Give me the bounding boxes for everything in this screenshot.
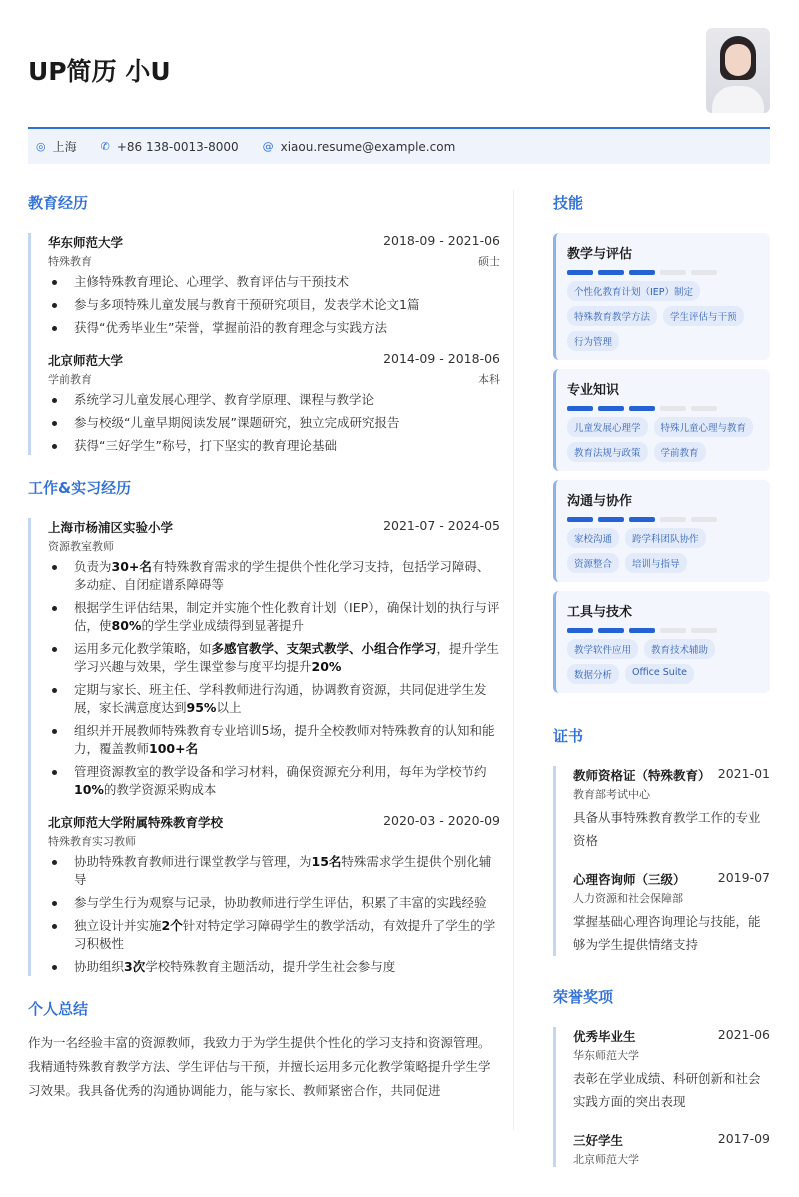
skill-level-bar bbox=[567, 628, 758, 633]
certificate-description: 具备从事特殊教育教学工作的专业资格 bbox=[573, 810, 761, 848]
job-role: 特殊教育实习教师 bbox=[48, 835, 136, 848]
skill-tags bbox=[567, 281, 758, 351]
entry-subheader bbox=[48, 253, 500, 269]
skill-level-segment bbox=[691, 628, 717, 633]
skill-tag: 教育技术辅助 bbox=[644, 639, 715, 659]
entry-subheader bbox=[48, 371, 500, 387]
award-issuer: 华东师范大学 bbox=[573, 1049, 639, 1062]
award bbox=[573, 1131, 770, 1167]
email-at-icon: @ bbox=[262, 140, 274, 153]
skill-card bbox=[553, 233, 770, 360]
bullet-text: 针对特定学习障碍学生的教学活动，有效提升了学生的学习积极性 bbox=[74, 918, 496, 951]
bullet-text: 的教学资源采购成本 bbox=[103, 782, 217, 797]
bullet-text: 定期与家长、班主任、学科教师进行沟通，协调教育资源，共同促进学生发展，家长满意度达到 bbox=[74, 682, 487, 715]
skill-tag: 培训与指导 bbox=[625, 553, 687, 573]
left-column bbox=[28, 192, 500, 1103]
bullet-item bbox=[48, 391, 500, 409]
skill-level-bar bbox=[567, 406, 758, 411]
skill-tags bbox=[567, 417, 758, 462]
skill-level-segment bbox=[598, 628, 624, 633]
bullet-item bbox=[48, 414, 500, 432]
skill-level-segment bbox=[660, 406, 686, 411]
degree: 硕士 bbox=[478, 255, 500, 268]
skill-level-bar bbox=[567, 517, 758, 522]
skill-tag: 数据分析 bbox=[567, 664, 619, 684]
certificate-date: 2021-01 bbox=[717, 766, 770, 781]
bullet-item bbox=[48, 894, 500, 912]
bullet-list bbox=[48, 853, 500, 976]
skill-level-segment bbox=[598, 517, 624, 522]
skill-card bbox=[553, 591, 770, 693]
skill-tag: Office Suite bbox=[625, 664, 694, 684]
awards-list bbox=[553, 1027, 770, 1167]
work-entry bbox=[48, 813, 500, 976]
resume-title: UP简历 小U bbox=[28, 57, 171, 86]
bullet-item bbox=[48, 853, 500, 889]
education-list bbox=[28, 233, 500, 455]
skill-tags bbox=[567, 528, 758, 573]
bullet-item bbox=[48, 640, 500, 676]
bullet-text: 参与学生行为观察与记录，协助教师进行学生评估，积累了丰富的实践经验 bbox=[74, 895, 487, 910]
certificate-issuer: 教育部考试中心 bbox=[573, 788, 650, 801]
certificate-name: 教师资格证（特殊教育） bbox=[573, 768, 711, 783]
skill-name: 沟通与协作 bbox=[567, 494, 633, 509]
date-range: 2020-03 - 2020-09 bbox=[383, 813, 500, 828]
award-date: 2017-09 bbox=[717, 1131, 770, 1146]
contact-phone: +86 138-0013-8000 bbox=[116, 139, 239, 154]
highlight-text: 95% bbox=[186, 700, 217, 715]
certificates-heading: 证书 bbox=[553, 727, 584, 745]
bullet-text: 组织并开展教师特殊教育专业培训5场，提升全校教师对特殊教育的认知和能力，覆盖教师 bbox=[74, 723, 495, 756]
skill-tag: 家校沟通 bbox=[567, 528, 619, 548]
skill-level-segment bbox=[629, 406, 655, 411]
bullet-list bbox=[48, 273, 500, 337]
highlight-text: 100+名 bbox=[149, 741, 199, 756]
highlight-text: 15名 bbox=[311, 854, 342, 869]
skill-level-segment bbox=[660, 270, 686, 275]
bullet-item bbox=[48, 296, 500, 314]
skill-level-segment bbox=[567, 270, 593, 275]
skill-level-segment bbox=[598, 406, 624, 411]
bullet-text: 负责为 bbox=[74, 559, 112, 574]
major: 特殊教育 bbox=[48, 255, 92, 268]
education-entry bbox=[48, 351, 500, 455]
award-issuer: 北京师范大学 bbox=[573, 1153, 639, 1166]
highlight-text: 2个 bbox=[161, 918, 183, 933]
skill-level-segment bbox=[660, 628, 686, 633]
highlight-text: 80% bbox=[111, 618, 142, 633]
date-range: 2021-07 - 2024-05 bbox=[383, 518, 500, 533]
awards-heading: 荣誉奖项 bbox=[553, 988, 614, 1006]
work-entry bbox=[48, 518, 500, 799]
bullet-item bbox=[48, 917, 500, 953]
summary-heading: 个人总结 bbox=[28, 1000, 89, 1018]
item-header bbox=[573, 870, 770, 888]
summary-text: 作为一名经验丰富的资源教师，我致力于为学生提供个性化的学习支持和资源管理。我精通特殊教育教学方法、学生评估与干预，并擅长运用多元化教学策略提升学生学习效果。我具备优秀的沟通协调能力，能与家长、教师紧密合作，共同促进 bbox=[28, 1035, 491, 1098]
award-name: 三好学生 bbox=[573, 1133, 624, 1148]
bullet-item bbox=[48, 958, 500, 976]
skill-tag: 行为管理 bbox=[567, 331, 619, 351]
skill-tag: 教学软件应用 bbox=[567, 639, 638, 659]
education-heading: 教育经历 bbox=[28, 194, 89, 212]
skill-level-segment bbox=[660, 517, 686, 522]
contact-bar bbox=[28, 127, 770, 164]
entry-header bbox=[48, 813, 500, 831]
skill-level-segment bbox=[691, 406, 717, 411]
date-range: 2014-09 - 2018-06 bbox=[383, 351, 500, 366]
bullet-text: 有特殊教育需求的学生提供个性化学习支持，包括学习障碍、多动症、自闭症谱系障碍等 bbox=[74, 559, 490, 592]
bullet-item bbox=[48, 599, 500, 635]
skill-level-segment bbox=[567, 406, 593, 411]
skill-tags bbox=[567, 639, 758, 684]
certificate-date: 2019-07 bbox=[717, 870, 770, 885]
skill-tag: 跨学科团队协作 bbox=[625, 528, 706, 548]
bullet-text: 的学生学业成绩得到显著提升 bbox=[141, 618, 304, 633]
certificate bbox=[573, 870, 770, 956]
entry-header bbox=[48, 518, 500, 536]
bullet-text: 以上 bbox=[216, 700, 242, 715]
bullet-item bbox=[48, 558, 500, 594]
bullet-item bbox=[48, 273, 500, 291]
skill-level-bar bbox=[567, 270, 758, 275]
bullet-text: 协助特殊教育教师进行课堂教学与管理，为 bbox=[74, 854, 312, 869]
skill-tag: 学生评估与干预 bbox=[663, 306, 744, 326]
skill-card bbox=[553, 480, 770, 582]
education-entry bbox=[48, 233, 500, 337]
skill-name: 教学与评估 bbox=[567, 247, 633, 262]
skill-name: 工具与技术 bbox=[567, 605, 633, 620]
school-name: 华东师范大学 bbox=[48, 235, 124, 250]
skill-tag: 儿童发展心理学 bbox=[567, 417, 648, 437]
skill-tag: 特殊教育教学方法 bbox=[567, 306, 657, 326]
highlight-text: 10% bbox=[74, 782, 104, 797]
skill-level-segment bbox=[598, 270, 624, 275]
contact-email[interactable]: xiaou.resume@example.com bbox=[280, 139, 456, 154]
certificates-list bbox=[553, 766, 770, 956]
bullet-text: 特殊需求学生提供个别化辅导 bbox=[74, 854, 492, 887]
bullet-item bbox=[48, 722, 500, 758]
skill-tag: 特殊儿童心理与教育 bbox=[654, 417, 754, 437]
entry-header bbox=[48, 351, 500, 369]
bullet-text: ，提升学生学习兴趣与效果，学生课堂参与度平均提升 bbox=[74, 641, 500, 674]
skill-level-segment bbox=[567, 628, 593, 633]
award-date: 2021-06 bbox=[717, 1027, 770, 1042]
skill-level-segment bbox=[691, 270, 717, 275]
skill-tag: 学前教育 bbox=[654, 442, 706, 462]
bullet-text: 根据学生评估结果，制定并实施个性化教育计划（IEP），确保计划的执行与评估，使 bbox=[74, 600, 500, 633]
date-range: 2018-09 - 2021-06 bbox=[383, 233, 500, 248]
certificate-name: 心理咨询师（三级） bbox=[573, 872, 686, 887]
profile-photo bbox=[706, 28, 770, 113]
certificate bbox=[573, 766, 770, 852]
bullet-text: 参与校级“儿童早期阅读发展”课题研究，独立完成研究报告 bbox=[74, 415, 400, 430]
bullet-item bbox=[48, 437, 500, 455]
organization-name: 上海市杨浦区实验小学 bbox=[48, 520, 174, 535]
bullet-text: 获得“优秀毕业生”荣誉，掌握前沿的教育理念与实践方法 bbox=[74, 320, 387, 335]
entry-subheader bbox=[48, 833, 500, 849]
organization-name: 北京师范大学附属特殊教育学校 bbox=[48, 815, 224, 830]
skill-level-segment bbox=[629, 628, 655, 633]
bullet-text: 管理资源教室的教学设备和学习材料，确保资源充分利用，每年为学校节约 bbox=[74, 764, 487, 779]
highlight-text: 3次 bbox=[124, 959, 146, 974]
highlight-text: 20% bbox=[311, 659, 342, 674]
skill-level-segment bbox=[629, 517, 655, 522]
major: 学前教育 bbox=[48, 373, 92, 386]
bullet-list bbox=[48, 391, 500, 455]
work-heading: 工作&实习经历 bbox=[28, 479, 132, 497]
bullet-list bbox=[48, 558, 500, 799]
highlight-text: 多感官教学、支架式教学、小组合作学习 bbox=[211, 641, 437, 656]
school-name: 北京师范大学 bbox=[48, 353, 124, 368]
skills-list bbox=[553, 233, 770, 693]
bullet-item bbox=[48, 681, 500, 717]
bullet-item bbox=[48, 319, 500, 337]
award bbox=[573, 1027, 770, 1113]
skill-tag: 教育法规与政策 bbox=[567, 442, 648, 462]
certificate-description: 掌握基础心理咨询理论与技能，能够为学生提供情绪支持 bbox=[573, 914, 761, 952]
skill-tag: 资源整合 bbox=[567, 553, 619, 573]
entry-subheader bbox=[48, 538, 500, 554]
column-divider bbox=[513, 190, 514, 1130]
phone-icon: ✆ bbox=[100, 140, 110, 153]
bullet-text: 独立设计并实施 bbox=[74, 918, 162, 933]
award-description: 表彰在学业成绩、科研创新和社会实践方面的突出表现 bbox=[573, 1071, 761, 1109]
item-header bbox=[573, 766, 770, 784]
skill-level-segment bbox=[629, 270, 655, 275]
bullet-text: 获得“三好学生”称号，打下坚实的教育理论基础 bbox=[74, 438, 337, 453]
location-pin-icon: ◎ bbox=[36, 140, 46, 153]
item-header bbox=[573, 1027, 770, 1045]
bullet-text: 主修特殊教育理论、心理学、教育评估与干预技术 bbox=[74, 274, 350, 289]
highlight-text: 30+名 bbox=[111, 559, 152, 574]
skill-name: 专业知识 bbox=[567, 383, 620, 398]
bullet-text: 学校特殊教育主题活动，提升学生社会参与度 bbox=[145, 959, 396, 974]
certificate-issuer: 人力资源和社会保障部 bbox=[573, 892, 683, 905]
skill-tag: 个性化教育计划（IEP）制定 bbox=[567, 281, 700, 301]
bullet-text: 运用多元化教学策略，如 bbox=[74, 641, 212, 656]
bullet-text: 系统学习儿童发展心理学、教育学原理、课程与教学论 bbox=[74, 392, 375, 407]
work-list bbox=[28, 518, 500, 976]
bullet-text: 协助组织 bbox=[74, 959, 125, 974]
entry-header bbox=[48, 233, 500, 251]
right-column bbox=[553, 192, 770, 1197]
skill-level-segment bbox=[567, 517, 593, 522]
item-header bbox=[573, 1131, 770, 1149]
bullet-item bbox=[48, 763, 500, 799]
skill-level-segment bbox=[691, 517, 717, 522]
contact-location: 上海 bbox=[52, 140, 77, 154]
bullet-text: 参与多项特殊儿童发展与教育干预研究项目，发表学术论文1篇 bbox=[74, 297, 420, 312]
degree: 本科 bbox=[478, 373, 500, 386]
skills-heading: 技能 bbox=[553, 194, 584, 212]
skill-card bbox=[553, 369, 770, 471]
job-role: 资源教室教师 bbox=[48, 540, 114, 553]
award-name: 优秀毕业生 bbox=[573, 1029, 636, 1044]
